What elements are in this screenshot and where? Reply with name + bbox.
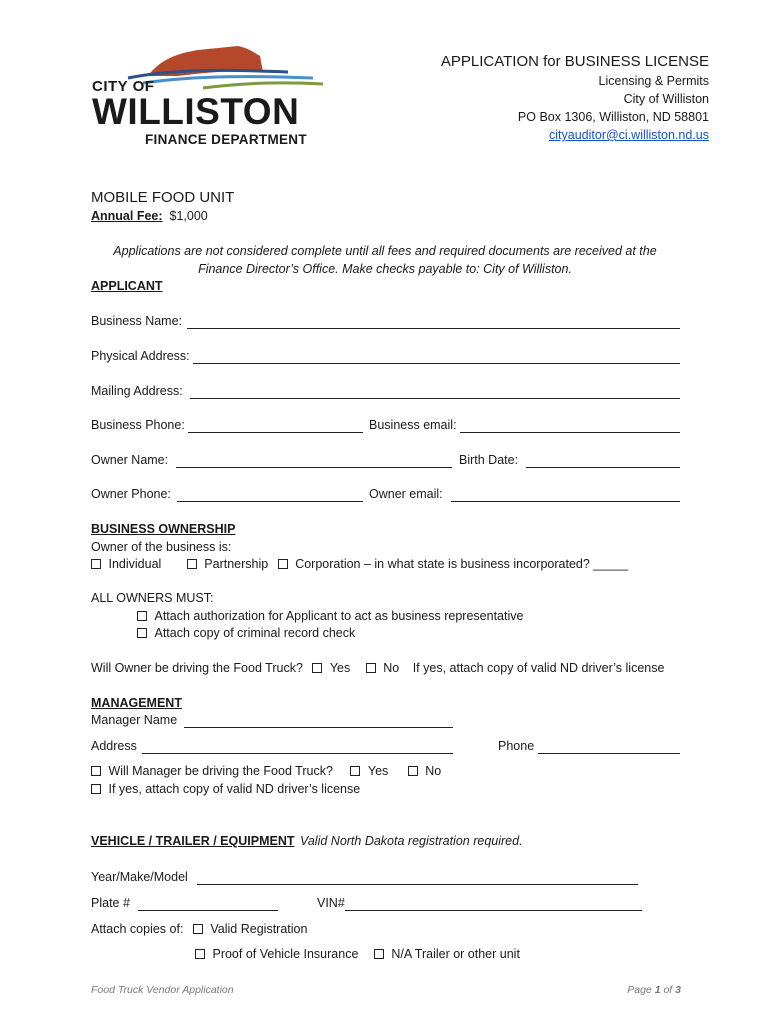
email-link[interactable]: cityauditor@ci.williston.nd.us bbox=[549, 128, 709, 142]
logo-wave-3 bbox=[203, 83, 323, 88]
vin-label: VIN# bbox=[317, 896, 345, 910]
all-owners-must: ALL OWNERS MUST: bbox=[91, 591, 214, 605]
attach-authorization-checkbox[interactable] bbox=[137, 611, 147, 621]
partnership-checkbox[interactable] bbox=[187, 559, 197, 569]
plate-field[interactable] bbox=[138, 910, 278, 911]
owner-phone-field[interactable] bbox=[177, 501, 363, 502]
manager-address-field[interactable] bbox=[142, 753, 453, 754]
applicant-heading: APPLICANT bbox=[91, 279, 163, 293]
birth-date-label: Birth Date: bbox=[459, 453, 519, 467]
page-number: 1 bbox=[654, 984, 661, 996]
manager-name-label: Manager Name bbox=[91, 713, 178, 727]
business-email-label: Business email: bbox=[369, 418, 457, 432]
business-name-field[interactable] bbox=[187, 328, 680, 329]
manager-name-field[interactable] bbox=[184, 727, 453, 728]
header-line-1: Licensing & Permits bbox=[598, 74, 709, 88]
logo-city-name: WILLISTON bbox=[92, 91, 300, 132]
form-heading: MOBILE FOOD UNIT bbox=[91, 189, 235, 206]
application-title: APPLICATION for BUSINESS LICENSE bbox=[440, 53, 709, 70]
manager-license-checkbox[interactable] bbox=[91, 784, 101, 794]
owner-email-field[interactable] bbox=[451, 501, 680, 502]
notice-line-2: Finance Director’s Office. Make checks payable to: City of Williston. bbox=[198, 262, 572, 276]
attach-copies-row bbox=[91, 922, 307, 936]
plate-label: Plate # bbox=[91, 896, 130, 910]
vehicle-heading: VEHICLE / TRAILER / EQUIPMENT bbox=[91, 834, 295, 848]
corporation-checkbox[interactable] bbox=[278, 559, 288, 569]
year-make-model-label: Year/Make/Model bbox=[91, 870, 188, 884]
manager-phone-label: Phone bbox=[498, 739, 535, 753]
owner-name-label: Owner Name: bbox=[91, 453, 169, 467]
logo-department: FINANCE DEPARTMENT bbox=[145, 132, 307, 147]
physical-address-label: Physical Address: bbox=[91, 349, 190, 363]
header-line-3: PO Box 1306, Williston, ND 58801 bbox=[517, 110, 709, 124]
manager-driving-yes-label: Yes bbox=[367, 764, 389, 778]
business-phone-field[interactable] bbox=[188, 432, 363, 433]
na-trailer-label: N/A Trailer or other unit bbox=[391, 947, 520, 961]
owner-name-field[interactable] bbox=[176, 467, 452, 468]
mailing-address-label: Mailing Address: bbox=[91, 384, 183, 398]
city-logo bbox=[88, 42, 328, 152]
physical-address-field[interactable] bbox=[193, 363, 680, 364]
page-total: 3 bbox=[675, 984, 681, 996]
proof-insurance-checkbox[interactable] bbox=[195, 949, 205, 959]
birth-date-field[interactable] bbox=[526, 467, 680, 468]
individual-label: Individual bbox=[108, 557, 162, 571]
attach-criminal-row bbox=[137, 626, 355, 640]
vin-field[interactable] bbox=[345, 910, 642, 911]
proof-insurance-label: Proof of Vehicle Insurance bbox=[212, 947, 359, 961]
ownership-heading: BUSINESS OWNERSHIP bbox=[91, 522, 236, 536]
business-email-field[interactable] bbox=[460, 432, 680, 433]
ownership-options bbox=[91, 557, 628, 571]
manager-driving-checkbox[interactable] bbox=[91, 766, 101, 776]
insurance-row bbox=[195, 947, 520, 961]
year-make-model-field[interactable] bbox=[197, 884, 638, 885]
valid-registration-checkbox[interactable] bbox=[193, 924, 203, 934]
mailing-address-field[interactable] bbox=[190, 398, 680, 399]
owner-driving-yes-checkbox[interactable] bbox=[312, 663, 322, 673]
attach-authorization-row bbox=[137, 609, 523, 623]
fee-value: $1,000 bbox=[169, 209, 208, 223]
footer-left: Food Truck Vendor Application bbox=[91, 984, 234, 996]
notice-line-1: Applications are not considered complete until all fees and required documents are received at the bbox=[113, 244, 657, 258]
manager-phone-field[interactable] bbox=[538, 753, 680, 754]
individual-checkbox[interactable] bbox=[91, 559, 101, 569]
valid-registration-label: Valid Registration bbox=[210, 922, 308, 936]
owner-driving-question: Will Owner be driving the Food Truck? bbox=[91, 661, 303, 675]
owner-driving-row bbox=[91, 661, 664, 675]
owner-driving-note: If yes, attach copy of valid ND driver’s license bbox=[412, 661, 665, 675]
of-word: of bbox=[663, 984, 673, 996]
owner-driving-yes-label: Yes bbox=[329, 661, 351, 675]
logo-city-of: CITY OF bbox=[92, 78, 155, 95]
manager-driving-yes-checkbox[interactable] bbox=[350, 766, 360, 776]
na-trailer-checkbox[interactable] bbox=[374, 949, 384, 959]
attach-copies-label: Attach copies of: bbox=[91, 922, 184, 936]
partnership-label: Partnership bbox=[204, 557, 269, 571]
business-name-label: Business Name: bbox=[91, 314, 183, 328]
header-block bbox=[441, 53, 709, 144]
manager-license-label: If yes, attach copy of valid ND driver’s license bbox=[108, 782, 361, 796]
owner-driving-no-checkbox[interactable] bbox=[366, 663, 376, 673]
manager-driving-no-label: No bbox=[425, 764, 442, 778]
attach-criminal-checkbox[interactable] bbox=[137, 628, 147, 638]
attach-authorization-label: Attach authorization for Applicant to act as business representative bbox=[154, 609, 524, 623]
manager-driving-row bbox=[91, 764, 441, 778]
attach-criminal-label: Attach copy of criminal record check bbox=[154, 626, 356, 640]
corporation-label: Corporation – in what state is business incorporated? _____ bbox=[295, 557, 629, 571]
annual-fee bbox=[91, 209, 208, 223]
management-heading: MANAGEMENT bbox=[91, 696, 182, 710]
business-phone-label: Business Phone: bbox=[91, 418, 185, 432]
vehicle-heading-row bbox=[91, 834, 523, 848]
owner-email-label: Owner email: bbox=[369, 487, 443, 501]
manager-address-label: Address bbox=[91, 739, 137, 753]
owner-driving-no-label: No bbox=[383, 661, 400, 675]
page-word: Page bbox=[627, 984, 652, 996]
owner-phone-label: Owner Phone: bbox=[91, 487, 171, 501]
fee-label: Annual Fee: bbox=[91, 209, 163, 223]
ownership-question: Owner of the business is: bbox=[91, 540, 232, 554]
manager-license-row bbox=[91, 782, 360, 796]
vehicle-note: Valid North Dakota registration required. bbox=[299, 834, 523, 848]
page-indicator bbox=[627, 984, 681, 996]
header-line-2: City of Williston bbox=[623, 92, 709, 106]
manager-driving-no-checkbox[interactable] bbox=[408, 766, 418, 776]
manager-driving-question: Will Manager be driving the Food Truck? bbox=[108, 764, 333, 778]
